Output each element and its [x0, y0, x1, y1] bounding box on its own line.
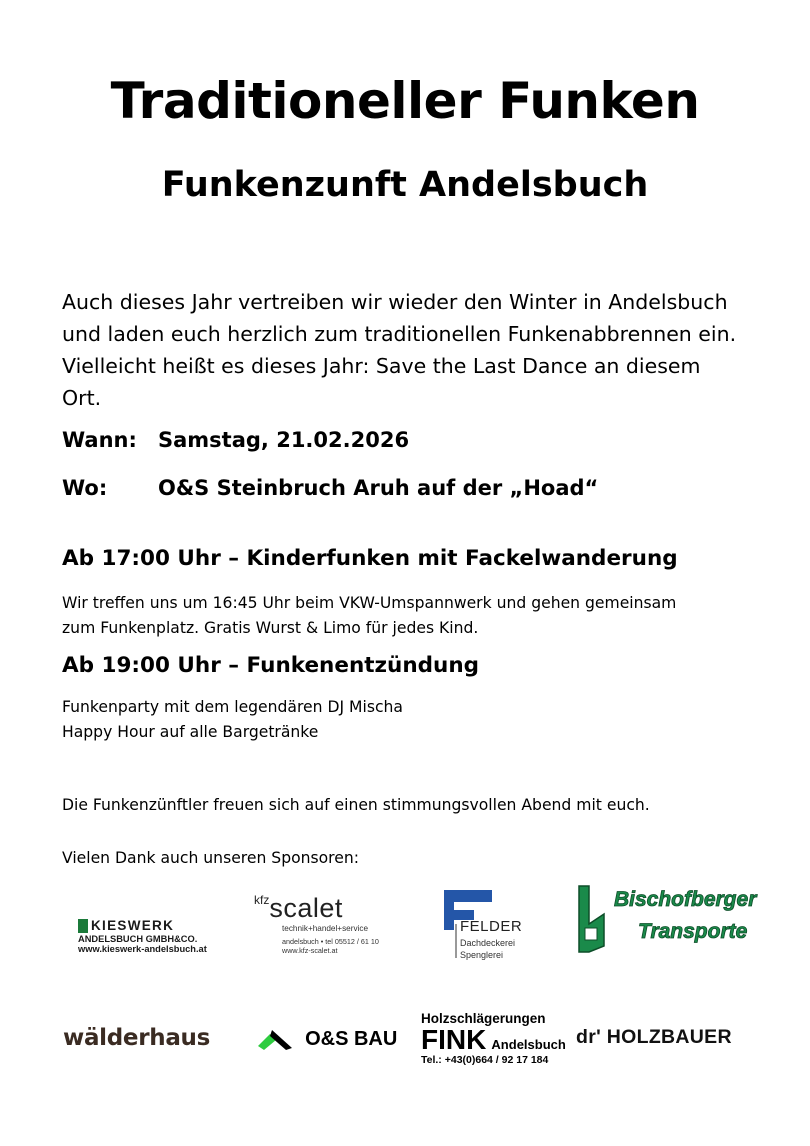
where-row [62, 476, 598, 500]
bischofberger-line1: Bischofberger [614, 888, 757, 911]
program-text [62, 591, 762, 641]
intro-paragraph: Auch dieses Jahr vertreiben wir wieder den Winter in Andelsbuch und laden euch herzlich zum traditionellen Funkenabbrennen ein. Vielleicht heißt es dieses Jahr: Save the Last Dance an diesem Ort. [62, 290, 737, 410]
scalet-name: scalet [269, 893, 343, 923]
program-line: zum Funkenplatz. Gratis Wurst & Limo für jedes Kind. [62, 619, 479, 637]
felder-logo [438, 888, 538, 963]
kieswerk-mark-icon [78, 919, 88, 933]
os-bau-logo [256, 1026, 397, 1052]
holzbauer-logo: dr' HOLZBAUER [576, 1026, 732, 1048]
kieswerk-name: KIESWERK [91, 918, 175, 933]
where-label: Wo: [62, 476, 108, 500]
page-subtitle: Funkenzunft Andelsbuch [161, 165, 649, 205]
program-text [62, 695, 762, 745]
waelderhaus-logo: wälderhaus [63, 1025, 211, 1051]
bischofberger-logo [576, 884, 757, 956]
scalet-prefix: kfz [254, 893, 270, 907]
scalet-tagline: technik+handel+service [282, 924, 369, 933]
kieswerk-line2: www.kieswerk-andelsbuch.at [78, 944, 207, 954]
sponsors-intro: Vielen Dank auch unseren Sponsoren: [62, 849, 359, 867]
when-row [62, 428, 409, 452]
fink-name: FINK [421, 1024, 487, 1055]
scalet-logo [254, 893, 379, 955]
fink-tel: Tel.: +43(0)664 / 92 17 184 [421, 1054, 549, 1066]
scalet-line2: www.kfz-scalet.at [282, 946, 338, 955]
fink-place: Andelsbuch [491, 1037, 566, 1052]
felder-line2: Spenglerei [460, 950, 504, 960]
fink-top: Holzschlägerungen [421, 1011, 546, 1026]
kieswerk-line1: ANDELSBUCH GMBH&CO. [78, 934, 198, 944]
program-line: Funkenparty mit dem legendären DJ Mischa [62, 698, 403, 716]
program-line: Wir treffen uns um 16:45 Uhr beim VKW-Umspannwerk und gehen gemeinsam [62, 594, 677, 612]
bischofberger-mark-icon [576, 884, 610, 954]
when-label: Wann: [62, 428, 137, 452]
program-line: Happy Hour auf alle Bargetränke [62, 723, 319, 741]
fink-logo [421, 1011, 566, 1066]
closing-text: Die Funkenzünftler freuen sich auf einen stimmungsvollen Abend mit euch. [62, 796, 650, 814]
when-value: Samstag, 21.02.2026 [158, 428, 410, 452]
kieswerk-logo [78, 915, 207, 954]
where-value: O&S Steinbruch Aruh auf der „Hoad“ [158, 476, 599, 500]
os-bau-name: O&S BAU [305, 1027, 398, 1050]
os-bau-mark-icon [256, 1026, 294, 1052]
program-heading-kinderfunken: Ab 17:00 Uhr – Kinderfunken mit Fackelwanderung [62, 546, 678, 571]
bischofberger-line2: Transporte [638, 920, 748, 943]
scalet-line1: andelsbuch • tel 05512 / 61 10 [282, 937, 379, 946]
program-heading-funkenentzuendung: Ab 19:00 Uhr – Funkenentzündung [62, 653, 480, 678]
page-title: Traditioneller Funken [110, 72, 700, 130]
felder-line1: Dachdeckerei [460, 938, 516, 948]
felder-name: FELDER [460, 918, 523, 935]
